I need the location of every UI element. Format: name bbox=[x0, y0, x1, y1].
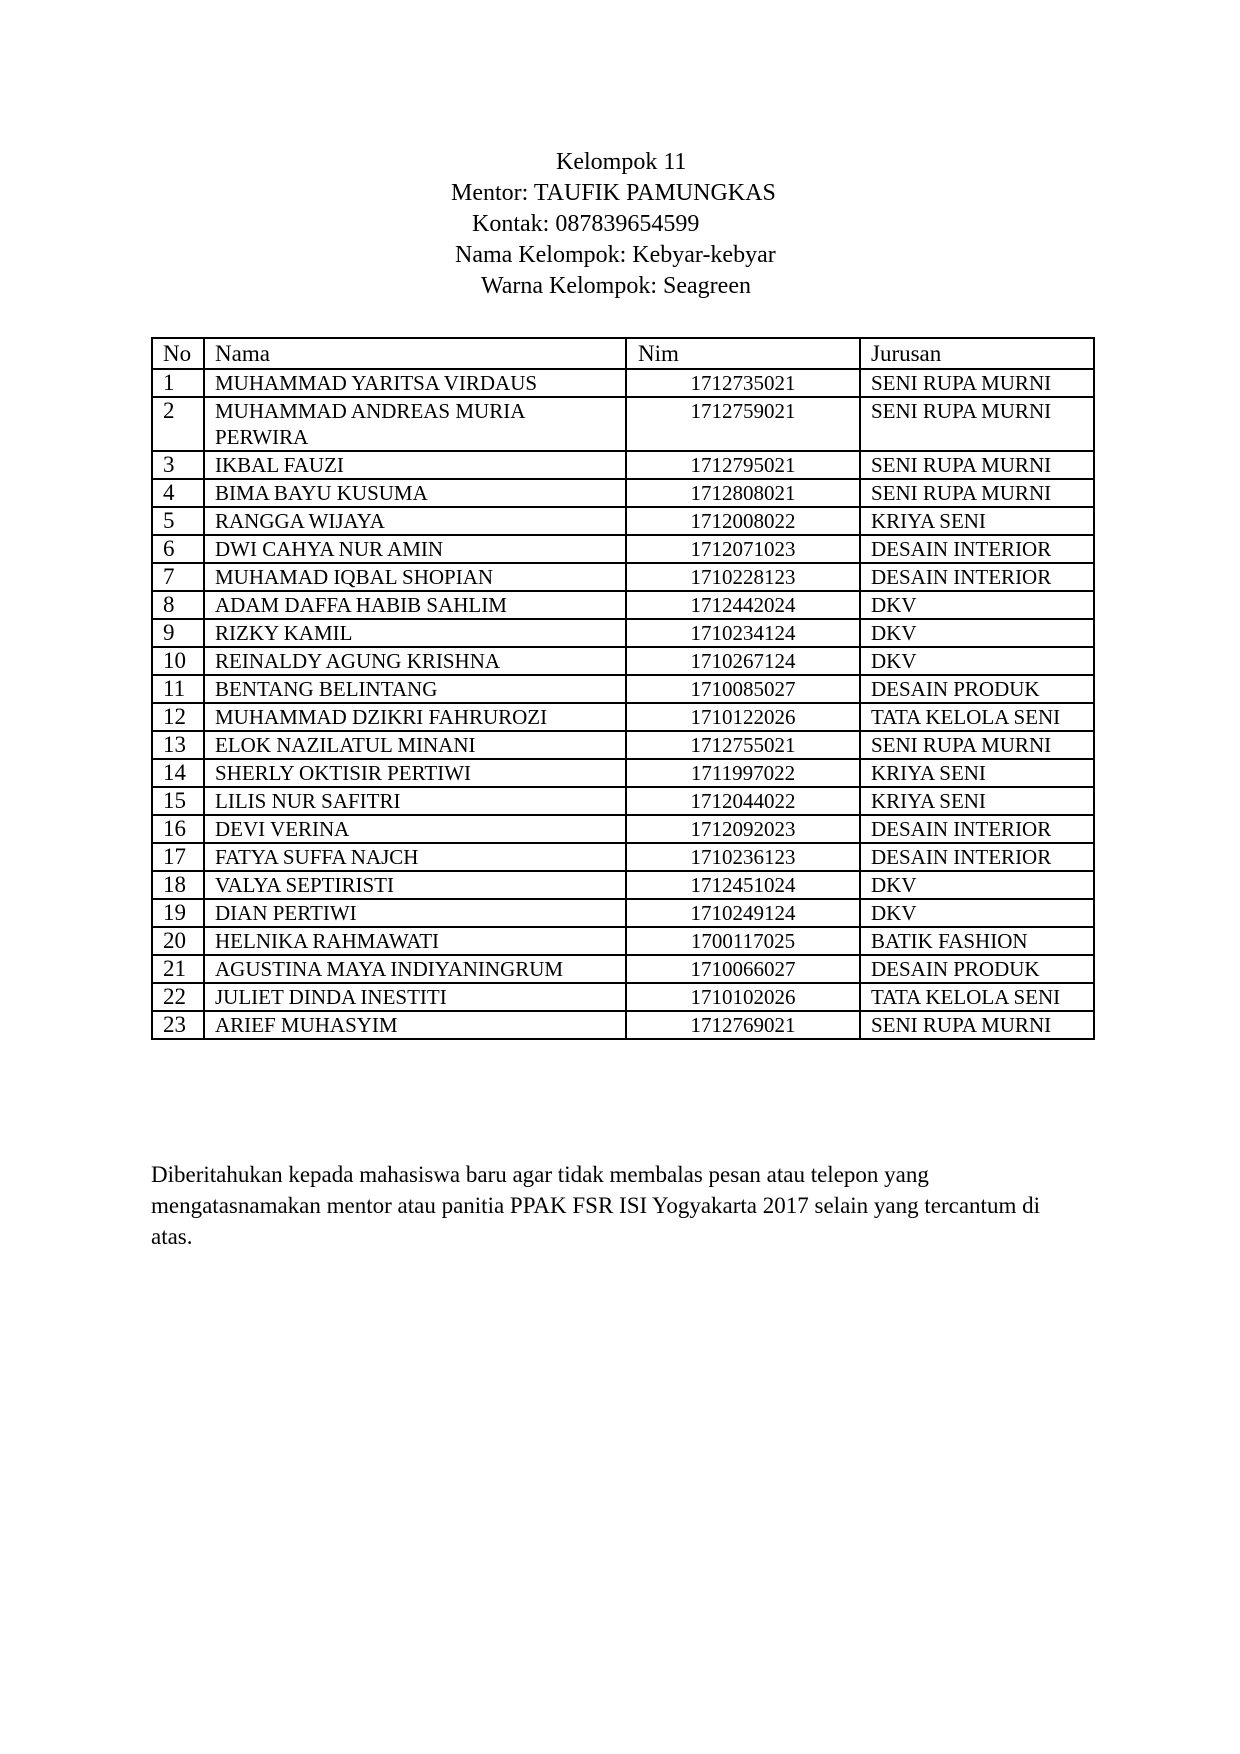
row-number: 3 bbox=[152, 451, 204, 479]
member-nim: 1710236123 bbox=[626, 843, 860, 871]
table-row bbox=[152, 563, 1094, 591]
notice-paragraph: Diberitahukan kepada mahasiswa baru agar tidak membalas pesan atau telepon yang mengatasnamakan mentor atau panitia PPAK FSR ISI Yogyakarta 2017 selain yang tercantum di atas. bbox=[151, 1162, 1040, 1249]
table-row bbox=[152, 815, 1094, 843]
member-nim: 1710234124 bbox=[626, 619, 860, 647]
member-major: DESAIN INTERIOR bbox=[860, 535, 1094, 563]
member-nim: 1712071023 bbox=[626, 535, 860, 563]
table-row bbox=[152, 535, 1094, 563]
member-major: KRIYA SENI bbox=[860, 787, 1094, 815]
table-row bbox=[152, 507, 1094, 535]
table-row bbox=[152, 871, 1094, 899]
member-nim: 1710102026 bbox=[626, 983, 860, 1011]
member-major: SENI RUPA MURNI bbox=[860, 731, 1094, 759]
table-header-row bbox=[152, 338, 1094, 369]
member-rows bbox=[152, 369, 1094, 1039]
table-row bbox=[152, 983, 1094, 1011]
table-row bbox=[152, 955, 1094, 983]
table-row bbox=[152, 647, 1094, 675]
member-nim: 1710249124 bbox=[626, 899, 860, 927]
member-name: AGUSTINA MAYA INDIYANINGRUM bbox=[204, 955, 626, 983]
row-number: 6 bbox=[152, 535, 204, 563]
member-major: DKV bbox=[860, 647, 1094, 675]
member-major: DESAIN PRODUK bbox=[860, 955, 1094, 983]
column-header-no: No bbox=[152, 338, 204, 369]
table-row bbox=[152, 675, 1094, 703]
member-name: JULIET DINDA INESTITI bbox=[204, 983, 626, 1011]
row-number: 11 bbox=[152, 675, 204, 703]
member-major: SENI RUPA MURNI bbox=[860, 397, 1094, 451]
member-name: ELOK NAZILATUL MINANI bbox=[204, 731, 626, 759]
table-row bbox=[152, 397, 1094, 451]
member-name: VALYA SEPTIRISTI bbox=[204, 871, 626, 899]
row-number: 12 bbox=[152, 703, 204, 731]
member-nim: 1712044022 bbox=[626, 787, 860, 815]
row-number: 21 bbox=[152, 955, 204, 983]
member-nim: 1710267124 bbox=[626, 647, 860, 675]
table-row bbox=[152, 479, 1094, 507]
member-major: KRIYA SENI bbox=[860, 759, 1094, 787]
member-nim: 1712808021 bbox=[626, 479, 860, 507]
row-number: 15 bbox=[152, 787, 204, 815]
member-nim: 1711997022 bbox=[626, 759, 860, 787]
row-number: 20 bbox=[152, 927, 204, 955]
member-name: MUHAMMAD DZIKRI FAHRUROZI bbox=[204, 703, 626, 731]
row-number: 16 bbox=[152, 815, 204, 843]
table-row bbox=[152, 619, 1094, 647]
table-row bbox=[152, 731, 1094, 759]
group-name-line: Nama Kelompok: Kebyar-kebyar bbox=[455, 242, 776, 268]
member-nim: 1712735021 bbox=[626, 369, 860, 397]
row-number: 5 bbox=[152, 507, 204, 535]
table-row bbox=[152, 451, 1094, 479]
table-row bbox=[152, 703, 1094, 731]
member-name: LILIS NUR SAFITRI bbox=[204, 787, 626, 815]
member-name: IKBAL FAUZI bbox=[204, 451, 626, 479]
member-name: DEVI VERINA bbox=[204, 815, 626, 843]
member-name: BIMA BAYU KUSUMA bbox=[204, 479, 626, 507]
member-major: SENI RUPA MURNI bbox=[860, 369, 1094, 397]
mentor-line: Mentor: TAUFIK PAMUNGKAS bbox=[451, 180, 776, 206]
member-name: RIZKY KAMIL bbox=[204, 619, 626, 647]
table-row bbox=[152, 1011, 1094, 1039]
member-name: SHERLY OKTISIR PERTIWI bbox=[204, 759, 626, 787]
table-row bbox=[152, 843, 1094, 871]
member-name: ADAM DAFFA HABIB SAHLIM bbox=[204, 591, 626, 619]
table-row bbox=[152, 759, 1094, 787]
member-nim: 1712769021 bbox=[626, 1011, 860, 1039]
column-header-nim: Nim bbox=[626, 338, 860, 369]
row-number: 22 bbox=[152, 983, 204, 1011]
member-name: BENTANG BELINTANG bbox=[204, 675, 626, 703]
member-nim: 1712755021 bbox=[626, 731, 860, 759]
row-number: 17 bbox=[152, 843, 204, 871]
member-nim: 1712092023 bbox=[626, 815, 860, 843]
table-row bbox=[152, 591, 1094, 619]
member-major: BATIK FASHION bbox=[860, 927, 1094, 955]
row-number: 4 bbox=[152, 479, 204, 507]
member-major: DKV bbox=[860, 899, 1094, 927]
member-name: HELNIKA RAHMAWATI bbox=[204, 927, 626, 955]
column-header-jurusan: Jurusan bbox=[860, 338, 1094, 369]
row-number: 1 bbox=[152, 369, 204, 397]
row-number: 14 bbox=[152, 759, 204, 787]
member-major: SENI RUPA MURNI bbox=[860, 1011, 1094, 1039]
group-title: Kelompok 11 bbox=[556, 149, 687, 175]
member-major: DKV bbox=[860, 591, 1094, 619]
row-number: 18 bbox=[152, 871, 204, 899]
row-number: 8 bbox=[152, 591, 204, 619]
row-number: 13 bbox=[152, 731, 204, 759]
document-header bbox=[0, 147, 1240, 302]
member-major: TATA KELOLA SENI bbox=[860, 703, 1094, 731]
member-name: FATYA SUFFA NAJCH bbox=[204, 843, 626, 871]
member-name: MUHAMMAD YARITSA VIRDAUS bbox=[204, 369, 626, 397]
member-nim: 1712442024 bbox=[626, 591, 860, 619]
column-header-nama: Nama bbox=[204, 338, 626, 369]
member-nim: 1700117025 bbox=[626, 927, 860, 955]
member-name: DWI CAHYA NUR AMIN bbox=[204, 535, 626, 563]
member-major: DESAIN INTERIOR bbox=[860, 815, 1094, 843]
group-color-line: Warna Kelompok: Seagreen bbox=[481, 273, 751, 299]
member-nim: 1712008022 bbox=[626, 507, 860, 535]
member-nim: 1710066027 bbox=[626, 955, 860, 983]
member-major: DKV bbox=[860, 871, 1094, 899]
member-table bbox=[151, 337, 1095, 1040]
row-number: 7 bbox=[152, 563, 204, 591]
table-row bbox=[152, 369, 1094, 397]
contact-line: Kontak: 087839654599 bbox=[472, 211, 700, 237]
row-number: 19 bbox=[152, 899, 204, 927]
table-row bbox=[152, 787, 1094, 815]
member-nim: 1710122026 bbox=[626, 703, 860, 731]
member-name: REINALDY AGUNG KRISHNA bbox=[204, 647, 626, 675]
member-nim: 1710228123 bbox=[626, 563, 860, 591]
member-major: DESAIN INTERIOR bbox=[860, 563, 1094, 591]
member-major: KRIYA SENI bbox=[860, 507, 1094, 535]
member-major: SENI RUPA MURNI bbox=[860, 479, 1094, 507]
row-number: 2 bbox=[152, 397, 204, 451]
row-number: 23 bbox=[152, 1011, 204, 1039]
member-major: DKV bbox=[860, 619, 1094, 647]
row-number: 10 bbox=[152, 647, 204, 675]
table-row bbox=[152, 899, 1094, 927]
member-name: DIAN PERTIWI bbox=[204, 899, 626, 927]
member-nim: 1712795021 bbox=[626, 451, 860, 479]
member-nim: 1710085027 bbox=[626, 675, 860, 703]
member-name: ARIEF MUHASYIM bbox=[204, 1011, 626, 1039]
member-nim: 1712759021 bbox=[626, 397, 860, 451]
member-major: DESAIN PRODUK bbox=[860, 675, 1094, 703]
member-major: DESAIN INTERIOR bbox=[860, 843, 1094, 871]
member-nim: 1712451024 bbox=[626, 871, 860, 899]
member-name: MUHAMMAD ANDREAS MURIA PERWIRA bbox=[204, 397, 626, 451]
member-major: TATA KELOLA SENI bbox=[860, 983, 1094, 1011]
member-major: SENI RUPA MURNI bbox=[860, 451, 1094, 479]
member-name: MUHAMAD IQBAL SHOPIAN bbox=[204, 563, 626, 591]
member-name: RANGGA WIJAYA bbox=[204, 507, 626, 535]
row-number: 9 bbox=[152, 619, 204, 647]
table-row bbox=[152, 927, 1094, 955]
